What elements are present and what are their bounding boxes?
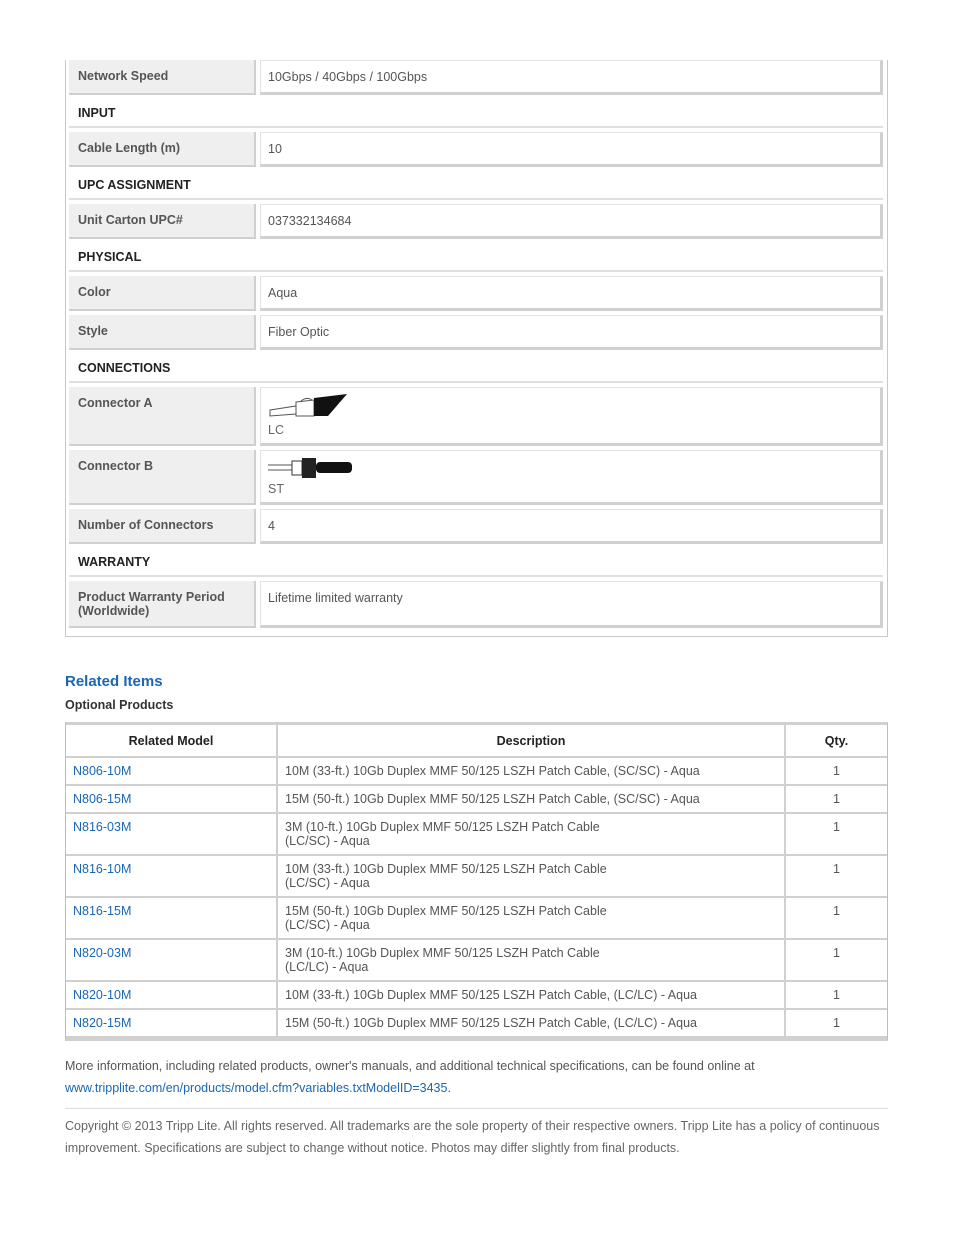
- spec-value: 10Gbps / 40Gbps / 100Gbps: [260, 60, 883, 95]
- related-table-header: [66, 725, 887, 758]
- lc-connector-icon: [268, 394, 880, 423]
- spec-value: 4: [260, 509, 883, 544]
- related-model-link[interactable]: [66, 814, 278, 856]
- spec-label: Color: [69, 276, 256, 311]
- related-model-link[interactable]: [66, 856, 278, 898]
- related-qty: 1: [786, 814, 887, 856]
- related-description: 3M (10-ft.) 10Gb Duplex MMF 50/125 LSZH Patch Cable (LC/LC) - Aqua: [278, 940, 786, 982]
- model-link-text[interactable]: N820-03M: [73, 946, 132, 960]
- table-row: [66, 898, 887, 940]
- model-link-text[interactable]: N820-10M: [73, 988, 132, 1002]
- related-model-link[interactable]: [66, 1010, 278, 1038]
- spec-row: [66, 276, 887, 311]
- related-model-link[interactable]: [66, 758, 278, 786]
- spec-value: Fiber Optic: [260, 315, 883, 350]
- related-description: 3M (10-ft.) 10Gb Duplex MMF 50/125 LSZH Patch Cable (LC/SC) - Aqua: [278, 814, 786, 856]
- spec-section-heading: INPUT: [69, 99, 883, 128]
- footer-divider: [65, 1108, 888, 1109]
- spec-row: [66, 204, 887, 239]
- spec-value: [260, 387, 883, 446]
- related-qty: 1: [786, 758, 887, 786]
- copyright-text: Copyright © 2013 Tripp Lite. All rights reserved. All trademarks are the sole property of their respective owners. Tripp Lite has a policy of continuous improvement. Specifications are subject to change without notice. Photos may differ slightly from final products.: [65, 1119, 880, 1155]
- model-link-text[interactable]: N820-15M: [73, 1016, 132, 1030]
- spec-value: [260, 450, 883, 505]
- table-row: [66, 856, 887, 898]
- related-qty: 1: [786, 898, 887, 940]
- spec-label: Unit Carton UPC#: [69, 204, 256, 239]
- table-row: [66, 1010, 887, 1038]
- spec-table: [65, 60, 888, 637]
- model-link-text[interactable]: N816-03M: [73, 820, 132, 834]
- related-table-body: [66, 758, 887, 1038]
- spec-row: [66, 387, 887, 446]
- spec-section-heading: UPC ASSIGNMENT: [69, 171, 883, 200]
- connector-caption: ST: [268, 482, 284, 496]
- related-qty: 1: [786, 786, 887, 814]
- spec-row: [66, 581, 887, 628]
- more-info-text: More information, including related products, owner's manuals, and additional technical specifications, can be found online at: [65, 1059, 755, 1073]
- header-qty: Qty.: [786, 725, 887, 758]
- connector-caption: LC: [268, 423, 284, 437]
- table-row: [66, 940, 887, 982]
- table-row: [66, 814, 887, 856]
- spec-section-heading: WARRANTY: [69, 548, 883, 577]
- related-description: 10M (33-ft.) 10Gb Duplex MMF 50/125 LSZH Patch Cable (LC/SC) - Aqua: [278, 856, 786, 898]
- optional-products-subtitle: Optional Products: [65, 698, 174, 712]
- related-description: 15M (50-ft.) 10Gb Duplex MMF 50/125 LSZH Patch Cable, (SC/SC) - Aqua: [278, 786, 786, 814]
- related-description: 10M (33-ft.) 10Gb Duplex MMF 50/125 LSZH Patch Cable, (SC/SC) - Aqua: [278, 758, 786, 786]
- related-qty: 1: [786, 1010, 887, 1038]
- related-model-link[interactable]: [66, 982, 278, 1010]
- related-model-link[interactable]: [66, 940, 278, 982]
- spec-label: Cable Length (m): [69, 132, 256, 167]
- related-qty: 1: [786, 940, 887, 982]
- related-description: 15M (50-ft.) 10Gb Duplex MMF 50/125 LSZH Patch Cable, (LC/LC) - Aqua: [278, 1010, 786, 1038]
- more-info-link-wrap: [65, 1081, 451, 1095]
- spec-value: 037332134684: [260, 204, 883, 239]
- model-link-text[interactable]: N806-15M: [73, 792, 132, 806]
- spec-label: Network Speed: [69, 60, 256, 95]
- table-row: [66, 786, 887, 814]
- table-row: [66, 982, 887, 1010]
- spec-label: Connector B: [69, 450, 256, 505]
- related-items-title: Related Items: [65, 673, 163, 690]
- model-link-text[interactable]: N816-15M: [73, 904, 132, 918]
- related-table: [65, 722, 888, 1041]
- related-model-link[interactable]: [66, 898, 278, 940]
- spec-section-heading: CONNECTIONS: [69, 354, 883, 383]
- product-page-link[interactable]: www.tripplite.com/en/products/model.cfm?variables.txtModelID=3435: [65, 1081, 448, 1095]
- spec-label: Product Warranty Period (Worldwide): [69, 581, 256, 628]
- spec-label: Connector A: [69, 387, 256, 446]
- spec-value: Aqua: [260, 276, 883, 311]
- related-description: 10M (33-ft.) 10Gb Duplex MMF 50/125 LSZH Patch Cable, (LC/LC) - Aqua: [278, 982, 786, 1010]
- spec-row: [66, 60, 887, 95]
- header-related-model: Related Model: [66, 725, 278, 758]
- table-row: [66, 758, 887, 786]
- model-link-text[interactable]: N816-10M: [73, 862, 132, 876]
- header-description: Description: [278, 725, 786, 758]
- related-description: 15M (50-ft.) 10Gb Duplex MMF 50/125 LSZH Patch Cable (LC/SC) - Aqua: [278, 898, 786, 940]
- page: [65, 56, 888, 1159]
- st-connector-icon: [268, 457, 880, 482]
- related-qty: 1: [786, 982, 887, 1010]
- spec-section-heading: PHYSICAL: [69, 243, 883, 272]
- spec-row: [66, 315, 887, 350]
- spec-row: [66, 509, 887, 544]
- spec-label: Number of Connectors: [69, 509, 256, 544]
- spec-value: Lifetime limited warranty: [260, 581, 883, 628]
- related-model-link[interactable]: [66, 786, 278, 814]
- spec-row: [66, 132, 887, 167]
- spec-row: [66, 450, 887, 505]
- spec-label: Style: [69, 315, 256, 350]
- spec-value: 10: [260, 132, 883, 167]
- more-info: [65, 1055, 888, 1099]
- link-suffix: .: [447, 1081, 451, 1095]
- related-qty: 1: [786, 856, 887, 898]
- model-link-text[interactable]: N806-10M: [73, 764, 132, 778]
